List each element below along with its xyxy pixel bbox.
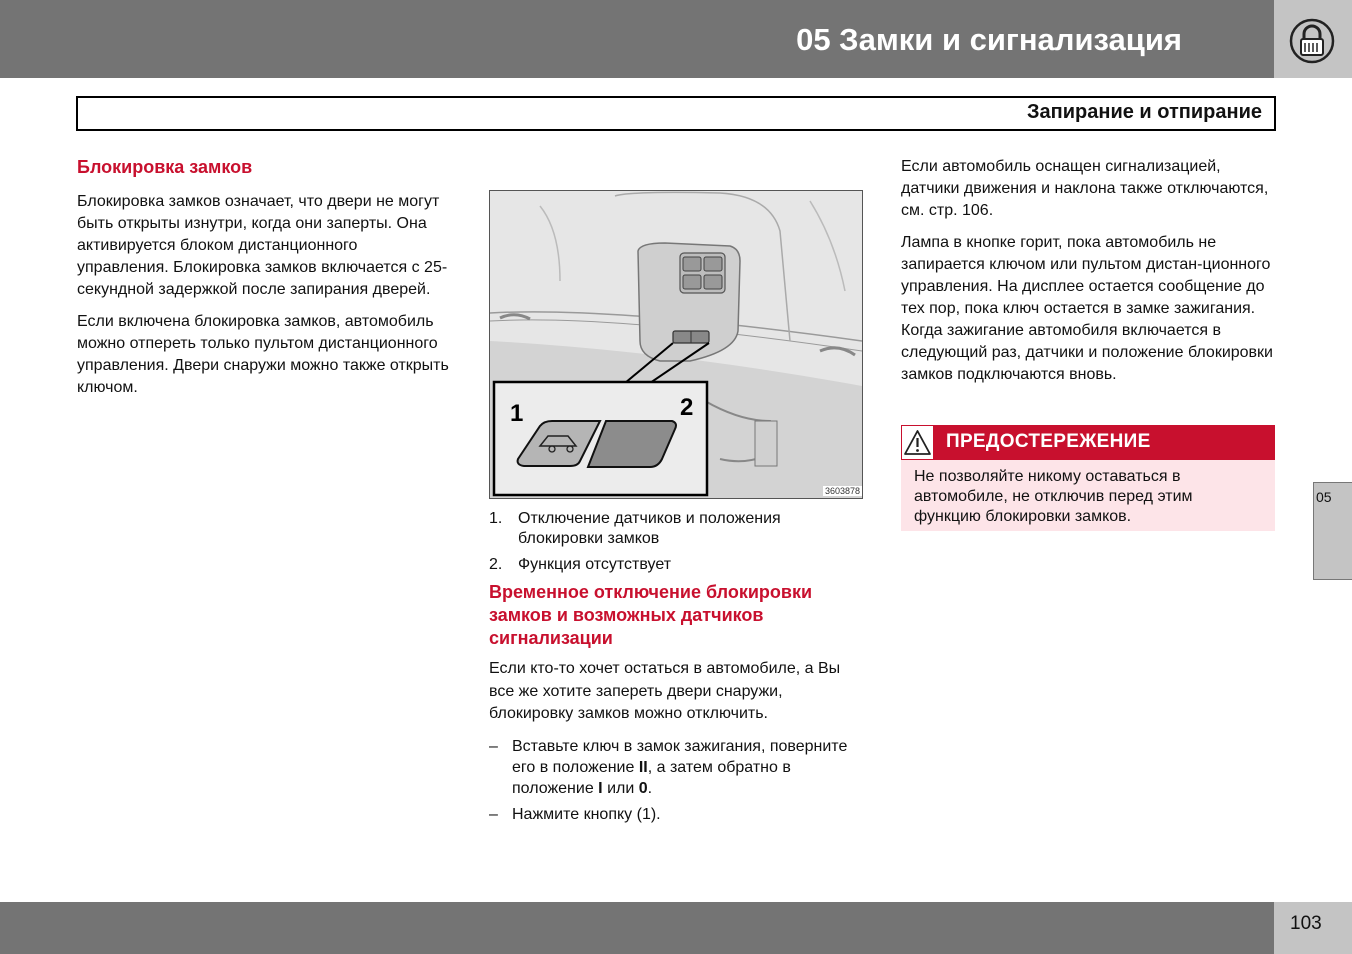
section-title: Запирание и отпирание xyxy=(1027,101,1262,123)
paragraph: Блокировка замков означает, что двери не могут быть открыты изнутри, когда они заперты. Она активируется блоком дистанционного управления. Блокировка замков включается с 25-секундной задержкой после запирания дверей. xyxy=(77,193,448,298)
steps-list xyxy=(489,736,865,825)
page-number-box xyxy=(1274,902,1352,954)
padlock-icon xyxy=(1285,18,1339,64)
heading-lock-blocking: Блокировка замков xyxy=(77,157,253,177)
warning-triangle-icon xyxy=(901,425,934,460)
paragraph: Если автомобиль оснащен сигнализацией, датчики движения и наклона также отключаются, см. стр. 106. xyxy=(901,158,1269,219)
illustration-drawing xyxy=(490,191,862,498)
caption-item xyxy=(489,509,865,549)
warning-title: ПРЕДОСТЕРЕЖЕНИЕ xyxy=(946,431,1151,452)
warning-box xyxy=(901,425,1275,531)
caption-number: 1. xyxy=(489,510,503,527)
figure-code: 3603878 xyxy=(824,486,860,496)
chapter-tab-label: 05 xyxy=(1316,489,1332,505)
column-left xyxy=(77,156,449,409)
illustration-roof-console xyxy=(489,190,863,499)
paragraph: Если кто-то хочет остаться в автомобиле, а Вы все же хотите запереть двери снаружи, блокировку замков можно отключить. xyxy=(489,660,841,722)
figure-captions xyxy=(489,509,865,575)
dash-bullet: – xyxy=(489,805,498,823)
column-right xyxy=(901,156,1275,396)
step-item: – Нажмите кнопку (1). xyxy=(489,805,661,823)
caption-number: 2. xyxy=(489,556,503,573)
caption-item xyxy=(489,555,865,575)
page-number: 103 xyxy=(1290,913,1322,934)
caption-text: Отключение датчиков и положения блокировки замков xyxy=(518,510,781,547)
chapter-icon-box xyxy=(1274,0,1352,78)
chapter-tab xyxy=(1313,482,1352,580)
page-header xyxy=(0,0,1274,78)
column-middle xyxy=(489,509,865,830)
callout-label-1: 1 xyxy=(510,400,524,427)
dash-bullet: – xyxy=(489,737,498,755)
step-item: – Вставьте ключ в замок зажигания, поверните его в положение II, а затем обратно в положение I или 0. xyxy=(489,737,848,797)
chapter-title: 05 Замки и сигнализация xyxy=(796,22,1182,57)
page-footer xyxy=(0,902,1274,954)
heading-temporary-disable: Временное отключение блокировки замков и возможных датчиков сигнализации xyxy=(489,582,813,648)
paragraph: Лампа в кнопке горит, пока автомобиль не запирается ключом или пультом дистан-ционного управления. На дисплее остается сообщение до тех пор, пока ключ остается в замке зажигания. Когда зажигание автомобиля включается в следующий раз, датчики и положение блокировки замков подключаются вновь. xyxy=(901,234,1273,383)
section-title-bar xyxy=(76,96,1276,131)
warning-text: Не позволяйте никому оставаться в автомобиле, не отключив перед этим функцию блокировки замков. xyxy=(914,468,1193,525)
callout-label-2: 2 xyxy=(680,394,694,421)
paragraph: Если включена блокировка замков, автомобиль можно отпереть только пультом дистанционного управления. Двери снаружи можно также открыть ключом. xyxy=(77,313,449,396)
warning-header xyxy=(901,425,1275,460)
caption-text: Функция отсутствует xyxy=(518,556,672,573)
